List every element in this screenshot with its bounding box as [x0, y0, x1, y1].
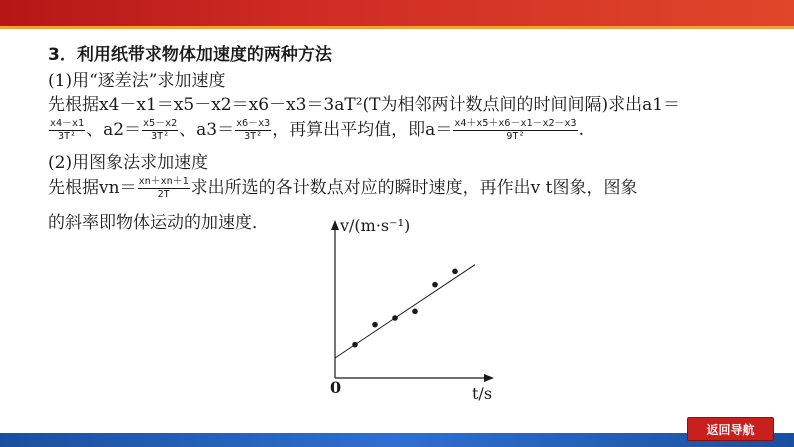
separator-a3: 、a3＝ — [179, 120, 235, 140]
separator-a2: 、a2＝ — [86, 120, 142, 140]
a3-numerator: x6－x3 — [236, 118, 271, 129]
a2-denominator: 3T² — [151, 131, 170, 142]
a2-numerator: x5－x2 — [143, 118, 178, 129]
a3-fraction — [235, 118, 271, 143]
mean-text: ，再算出平均值，即a＝ — [272, 120, 453, 140]
mean-numerator: x4＋x5＋x6－x1－x2－x3 — [454, 118, 577, 129]
x-axis-label: t/s — [472, 384, 493, 403]
origin-label: 0 — [330, 378, 342, 397]
bottom-banner — [0, 433, 794, 447]
data-point — [392, 315, 398, 321]
method2-line2: 的斜率即物体运动的加速度． — [48, 213, 269, 233]
vt-graph — [300, 210, 500, 410]
data-point — [352, 342, 358, 348]
a1-fraction — [49, 118, 85, 143]
vn-suffix: 求出所选的各计数点对应的瞬时速度，再作出v t图象，图象 — [190, 178, 638, 198]
vn-denominator: 2T — [157, 189, 170, 200]
data-point — [372, 322, 378, 328]
vn-numerator: xn＋xn＋1 — [138, 176, 189, 187]
vn-fraction — [138, 176, 190, 201]
a3-denominator: 3T² — [244, 131, 263, 142]
mean-denominator: 9T² — [506, 131, 525, 142]
method1-title: (1)用“逐差法”求加速度 — [48, 71, 226, 91]
method1-fraction-line — [48, 118, 584, 143]
vn-prefix: 先根据vn＝ — [48, 178, 137, 198]
data-point — [432, 282, 438, 288]
mean-fraction — [453, 118, 577, 143]
data-point — [412, 309, 418, 315]
back-to-nav-button[interactable]: 返回导航 — [687, 417, 774, 441]
data-point — [452, 269, 458, 275]
a1-numerator: x4－x1 — [50, 118, 85, 129]
top-banner-accent — [0, 26, 794, 29]
method2-line1 — [48, 176, 638, 201]
y-axis-label: v/(m·s⁻¹) — [340, 216, 411, 235]
section-heading: 3．利用纸带求物体加速度的两种方法 — [48, 45, 332, 65]
method1-formula-line: 先根据x4－x1＝x5－x2＝x6－x3＝3aT²(T为相邻两计数点间的时间间隔)求出a1＝ — [48, 95, 681, 115]
period: . — [578, 120, 584, 140]
y-axis-arrow — [331, 220, 339, 230]
a2-fraction — [142, 118, 178, 143]
x-axis-arrow — [484, 374, 494, 382]
top-banner — [0, 0, 794, 26]
method2-title: (2)用图象法求加速度 — [48, 153, 209, 173]
a1-denominator: 3T² — [58, 131, 77, 142]
